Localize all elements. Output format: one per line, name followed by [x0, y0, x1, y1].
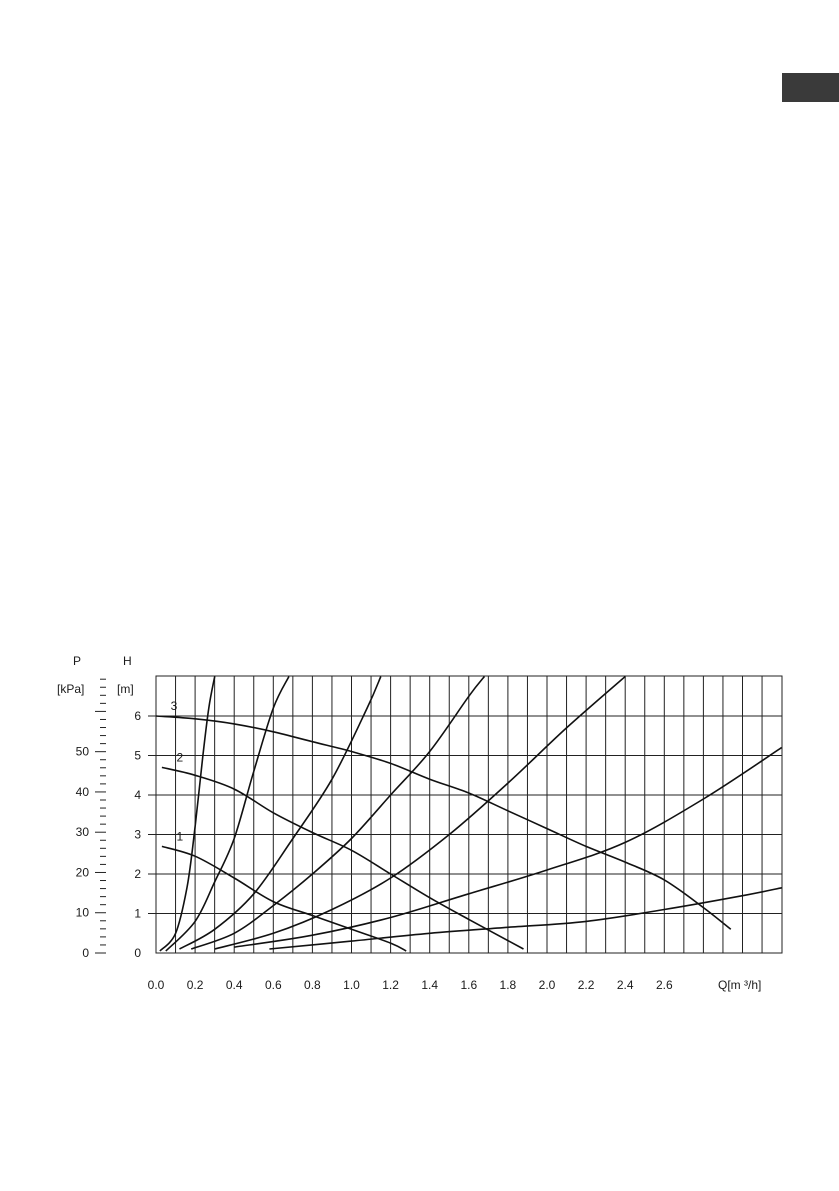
h-tick-label: 5	[134, 748, 141, 763]
x-tick-label: 0.6	[264, 978, 282, 992]
p-tick-label: 0	[82, 946, 89, 960]
pump-curve-label: 3	[170, 699, 178, 713]
x-tick-label: 1.0	[343, 978, 360, 992]
system-curve	[180, 677, 381, 950]
x-tick-label: 1.6	[460, 978, 478, 992]
x-tick-label: 0.0	[147, 978, 165, 992]
x-tick-label: 2.6	[655, 978, 673, 992]
p-axis-title: P	[73, 654, 82, 668]
h-tick-label: 2	[134, 867, 141, 881]
h-tick-label: 3	[134, 827, 141, 842]
system-curve	[191, 677, 484, 950]
p-tick-label: 10	[75, 905, 89, 920]
h-tick-label: 0	[134, 946, 141, 960]
x-tick-label: 2.4	[616, 978, 634, 992]
h-axis-title: H	[123, 654, 132, 668]
x-tick-label: 1.8	[499, 978, 517, 992]
p-axis-unit: [kPa]	[57, 682, 85, 696]
h-tick-label: 4	[134, 788, 141, 802]
labels	[57, 654, 761, 992]
x-axis-title: Q[m ³/h]	[718, 978, 762, 992]
h-axis-unit: [m]	[117, 682, 134, 696]
x-tick-label: 0.2	[186, 978, 204, 992]
x-tick-label: 0.4	[225, 978, 243, 992]
p-tick-label: 50	[75, 744, 89, 759]
grid	[95, 676, 782, 953]
p-tick-label: 20	[75, 865, 89, 880]
x-tick-label: 1.2	[382, 978, 399, 992]
h-tick-label: 6	[134, 709, 141, 723]
pump-curve-1	[162, 846, 406, 951]
x-tick-label: 1.4	[421, 978, 439, 992]
h-tick-label: 1	[134, 906, 141, 921]
x-tick-label: 0.8	[304, 978, 321, 992]
pump-curve-label: 1	[176, 829, 184, 844]
x-tick-label: 2.2	[577, 978, 595, 992]
system-curve	[269, 888, 781, 949]
p-tick-label: 40	[75, 784, 89, 799]
p-tick-label: 30	[75, 825, 89, 840]
x-tick-label: 2.0	[538, 978, 556, 992]
pump-curve-label: 2	[176, 750, 184, 765]
